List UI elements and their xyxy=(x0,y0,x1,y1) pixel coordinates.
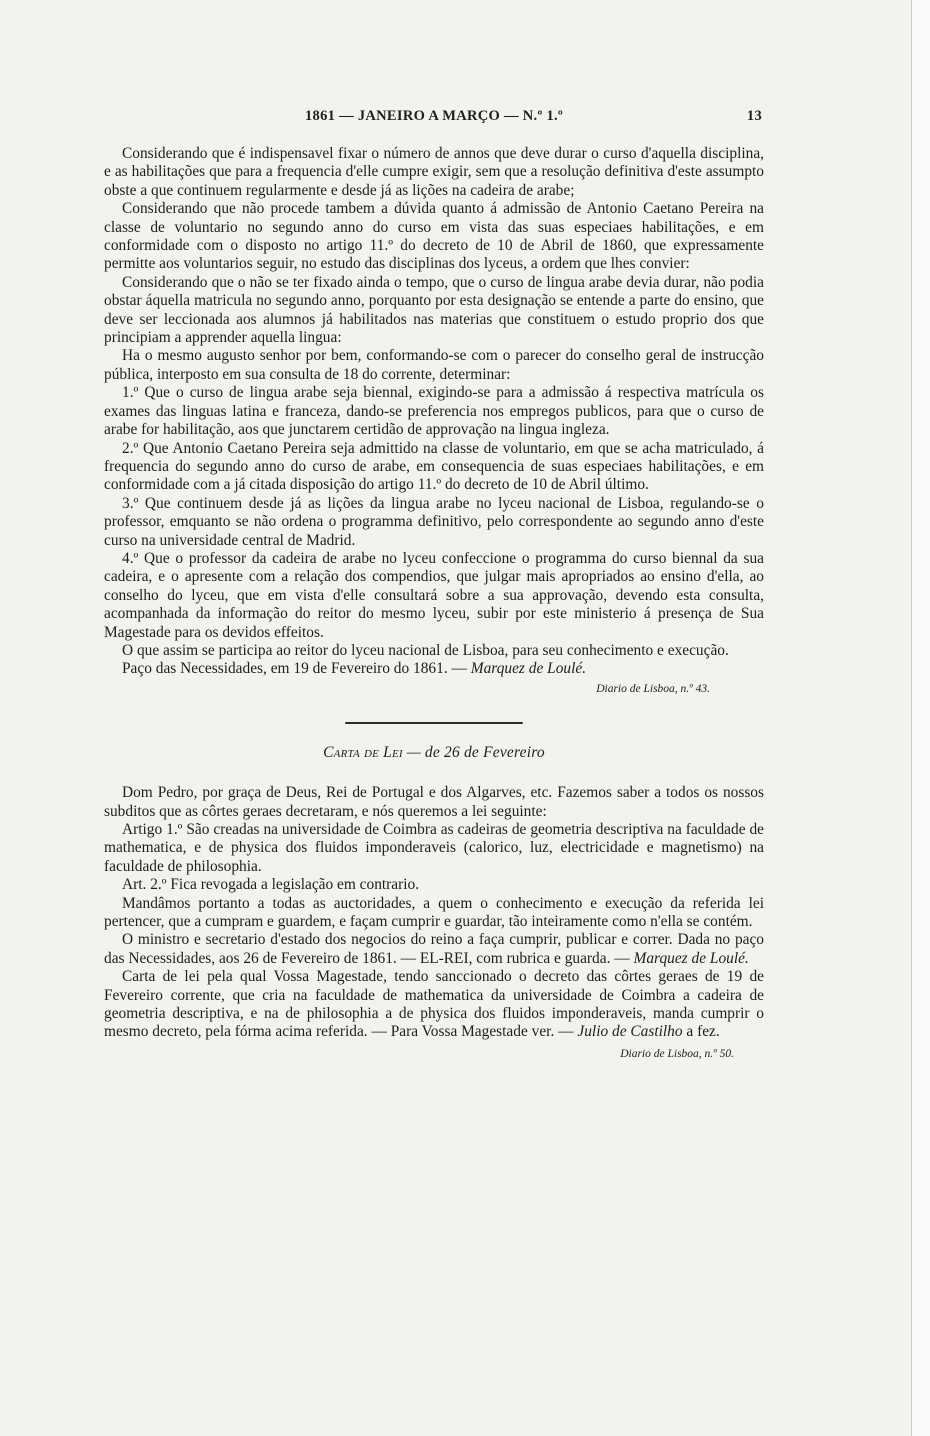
closing-paragraph xyxy=(104,660,764,678)
paragraph-with-signature xyxy=(104,931,764,968)
section-title-date: — de 26 de Fevereiro xyxy=(402,744,545,762)
section-title-prefix: Carta de Lei xyxy=(323,744,403,762)
document-page xyxy=(104,108,764,1063)
paragraph: Mandâmos portanto a todas as auctoridades, a quem o conhecimento e execução da referida lei pertencer, que a cumpram e guardem, e façam cumprir e guardar, tão inteiramente como n'ella se contém. xyxy=(104,894,764,931)
signature: Marquez de Loulé. xyxy=(470,660,587,678)
paragraph: 3.º Que continuem desde já as lições da lingua arabe no lyceu nacional de Lisboa, regulando-se o professor, emquanto se não ordena o programma definitivo, pelo correspondente ao segundo anno d'este curso na universidade central de Madrid. xyxy=(104,494,764,549)
paragraph-text: O ministro e secretario d'estado dos negocios do reino a faça cumprir, publicar e correr. Dada no paço das Necessidades, aos 26 de Fevereiro de 1861. — EL-REI, com rubrica e guarda. — xyxy=(104,931,764,967)
paragraph: Ha o mesmo augusto senhor por bem, conformando-se com o parecer do conselho geral de instrucção pública, interposto em sua consulta de 18 do corrente, determinar: xyxy=(104,347,764,383)
paragraph: Considerando que é indispensavel fixar o número de annos que deve durar o curso d'aquella disciplina, e as habilitações que para a frequencia d'elle cumpre exigir, sem que a resolução definitiva d'este assumpto obste a que continuem regularmente e desde já as lições na cadeira de arabe; xyxy=(104,145,764,199)
citation: Diario de Lisboa, n.º 43. xyxy=(596,682,710,695)
paragraph: 1.º Que o curso de lingua arabe seja biennal, exigindo-se para a admissão á respectiva matrícula os exames das linguas latina e franceza, dando-se preferencia nos empregos publicos, para que o curso de arabe for habilitação, aos que junctarem certidão de approvação na lingua ingleza. xyxy=(104,384,764,439)
paragraph: 4.º Que o professor da cadeira de arabe no lyceu confeccione o programma do curso biennal da sua cadeira, e o apresente com a relação dos compendios, que julgar mais apropriados ao ensino d'ella, ao conselho do lyceu, que em vista d'elle consultará sobre a sua approvação, devendo esta consulta, acompanhada da informação do reitor do mesmo lyceu, subir por este ministerio á presença de Sua Magestade para os devidos effeitos. xyxy=(104,549,764,641)
page-number: 13 xyxy=(746,108,762,124)
final-suffix: a fez. xyxy=(682,1023,720,1041)
paragraph: Art. 2.º Fica revogada a legislação em contrario. xyxy=(122,876,420,894)
paragraph: Considerando que o não se ter fixado ainda o tempo, que o curso de lingua arabe devia durar, não podia obstar áquella matricula no segundo anno, porquanto por esta designação se entende a parte do ensino, que deve ser leccionada aos alumnos já habilitados nas materias que constituem o estudo proprio dos que principiam a apprender aquella lingua: xyxy=(104,273,764,347)
header-title: 1861 — JANEIRO A MARÇO — N.º 1.º xyxy=(304,108,564,124)
running-header xyxy=(104,108,764,130)
page-edge xyxy=(911,0,930,1436)
section-divider xyxy=(345,722,523,724)
closing-text: Paço das Necessidades, em 19 de Fevereiro do 1861. — xyxy=(122,660,467,678)
paragraph: Dom Pedro, por graça de Deus, Rei de Portugal e dos Algarves, etc. Fazemos saber a todos os nossos subditos que as côrtes geraes decretaram, e nós queremos a lei seguinte: xyxy=(104,784,764,820)
signature: Marquez de Loulé. xyxy=(633,949,749,967)
paragraph: Artigo 1.º São creadas na universidade de Coimbra as cadeiras de geometria descriptiva na faculdade de mathematica, e de physica dos fluidos imponderaveis (calorico, luz, electricidade e magnetismo) na faculdade de philosophia. xyxy=(104,821,764,875)
paragraph: Considerando que não procede tambem a dúvida quanto á admissão de Antonio Caetano Pereira na classe de voluntario no segundo anno do curso em vista das suas especiaes habilitações, e em conformidade com o disposto no artigo 11.º do decreto de 10 de Abril de 1860, que expressamente permitte aos voluntarios seguir, no estudo das disciplinas dos lyceus, a ordem que lhes convier: xyxy=(104,200,764,273)
second-document xyxy=(104,784,764,1060)
first-document xyxy=(104,145,764,698)
section-title xyxy=(104,744,764,762)
final-paragraph-text: Carta de lei pela qual Vossa Magestade, tendo sanccionado o decreto das côrtes geraes de 19 de Fevereiro corrente, que cria na faculdade de mathematica da universidade de Coimbra a cadeira de geometria descriptiva, e na de philosophia a de physica dos fluidos imponderaveis, manda cumprir o mesmo decreto, pela fórma acima referida. — Para Vossa Magestade ver. — xyxy=(104,968,764,1041)
signature: Julio de Castilho xyxy=(577,1023,683,1041)
citation: Diario de Lisboa, n.º 50. xyxy=(620,1047,734,1060)
paragraph: O que assim se participa ao reitor do lyceu nacional de Lisboa, para seu conhecimento e execução. xyxy=(122,641,729,659)
paragraph: 2.º Que Antonio Caetano Pereira seja admittido na classe de voluntario, em que se acha matriculado, á frequencia do segundo anno do curso de arabe, em consequencia de suas especiaes habilitações, e em conformidade com a já citada disposição do artigo 11.º do decreto de 10 de Abril último. xyxy=(104,439,764,494)
final-paragraph xyxy=(104,968,764,1060)
